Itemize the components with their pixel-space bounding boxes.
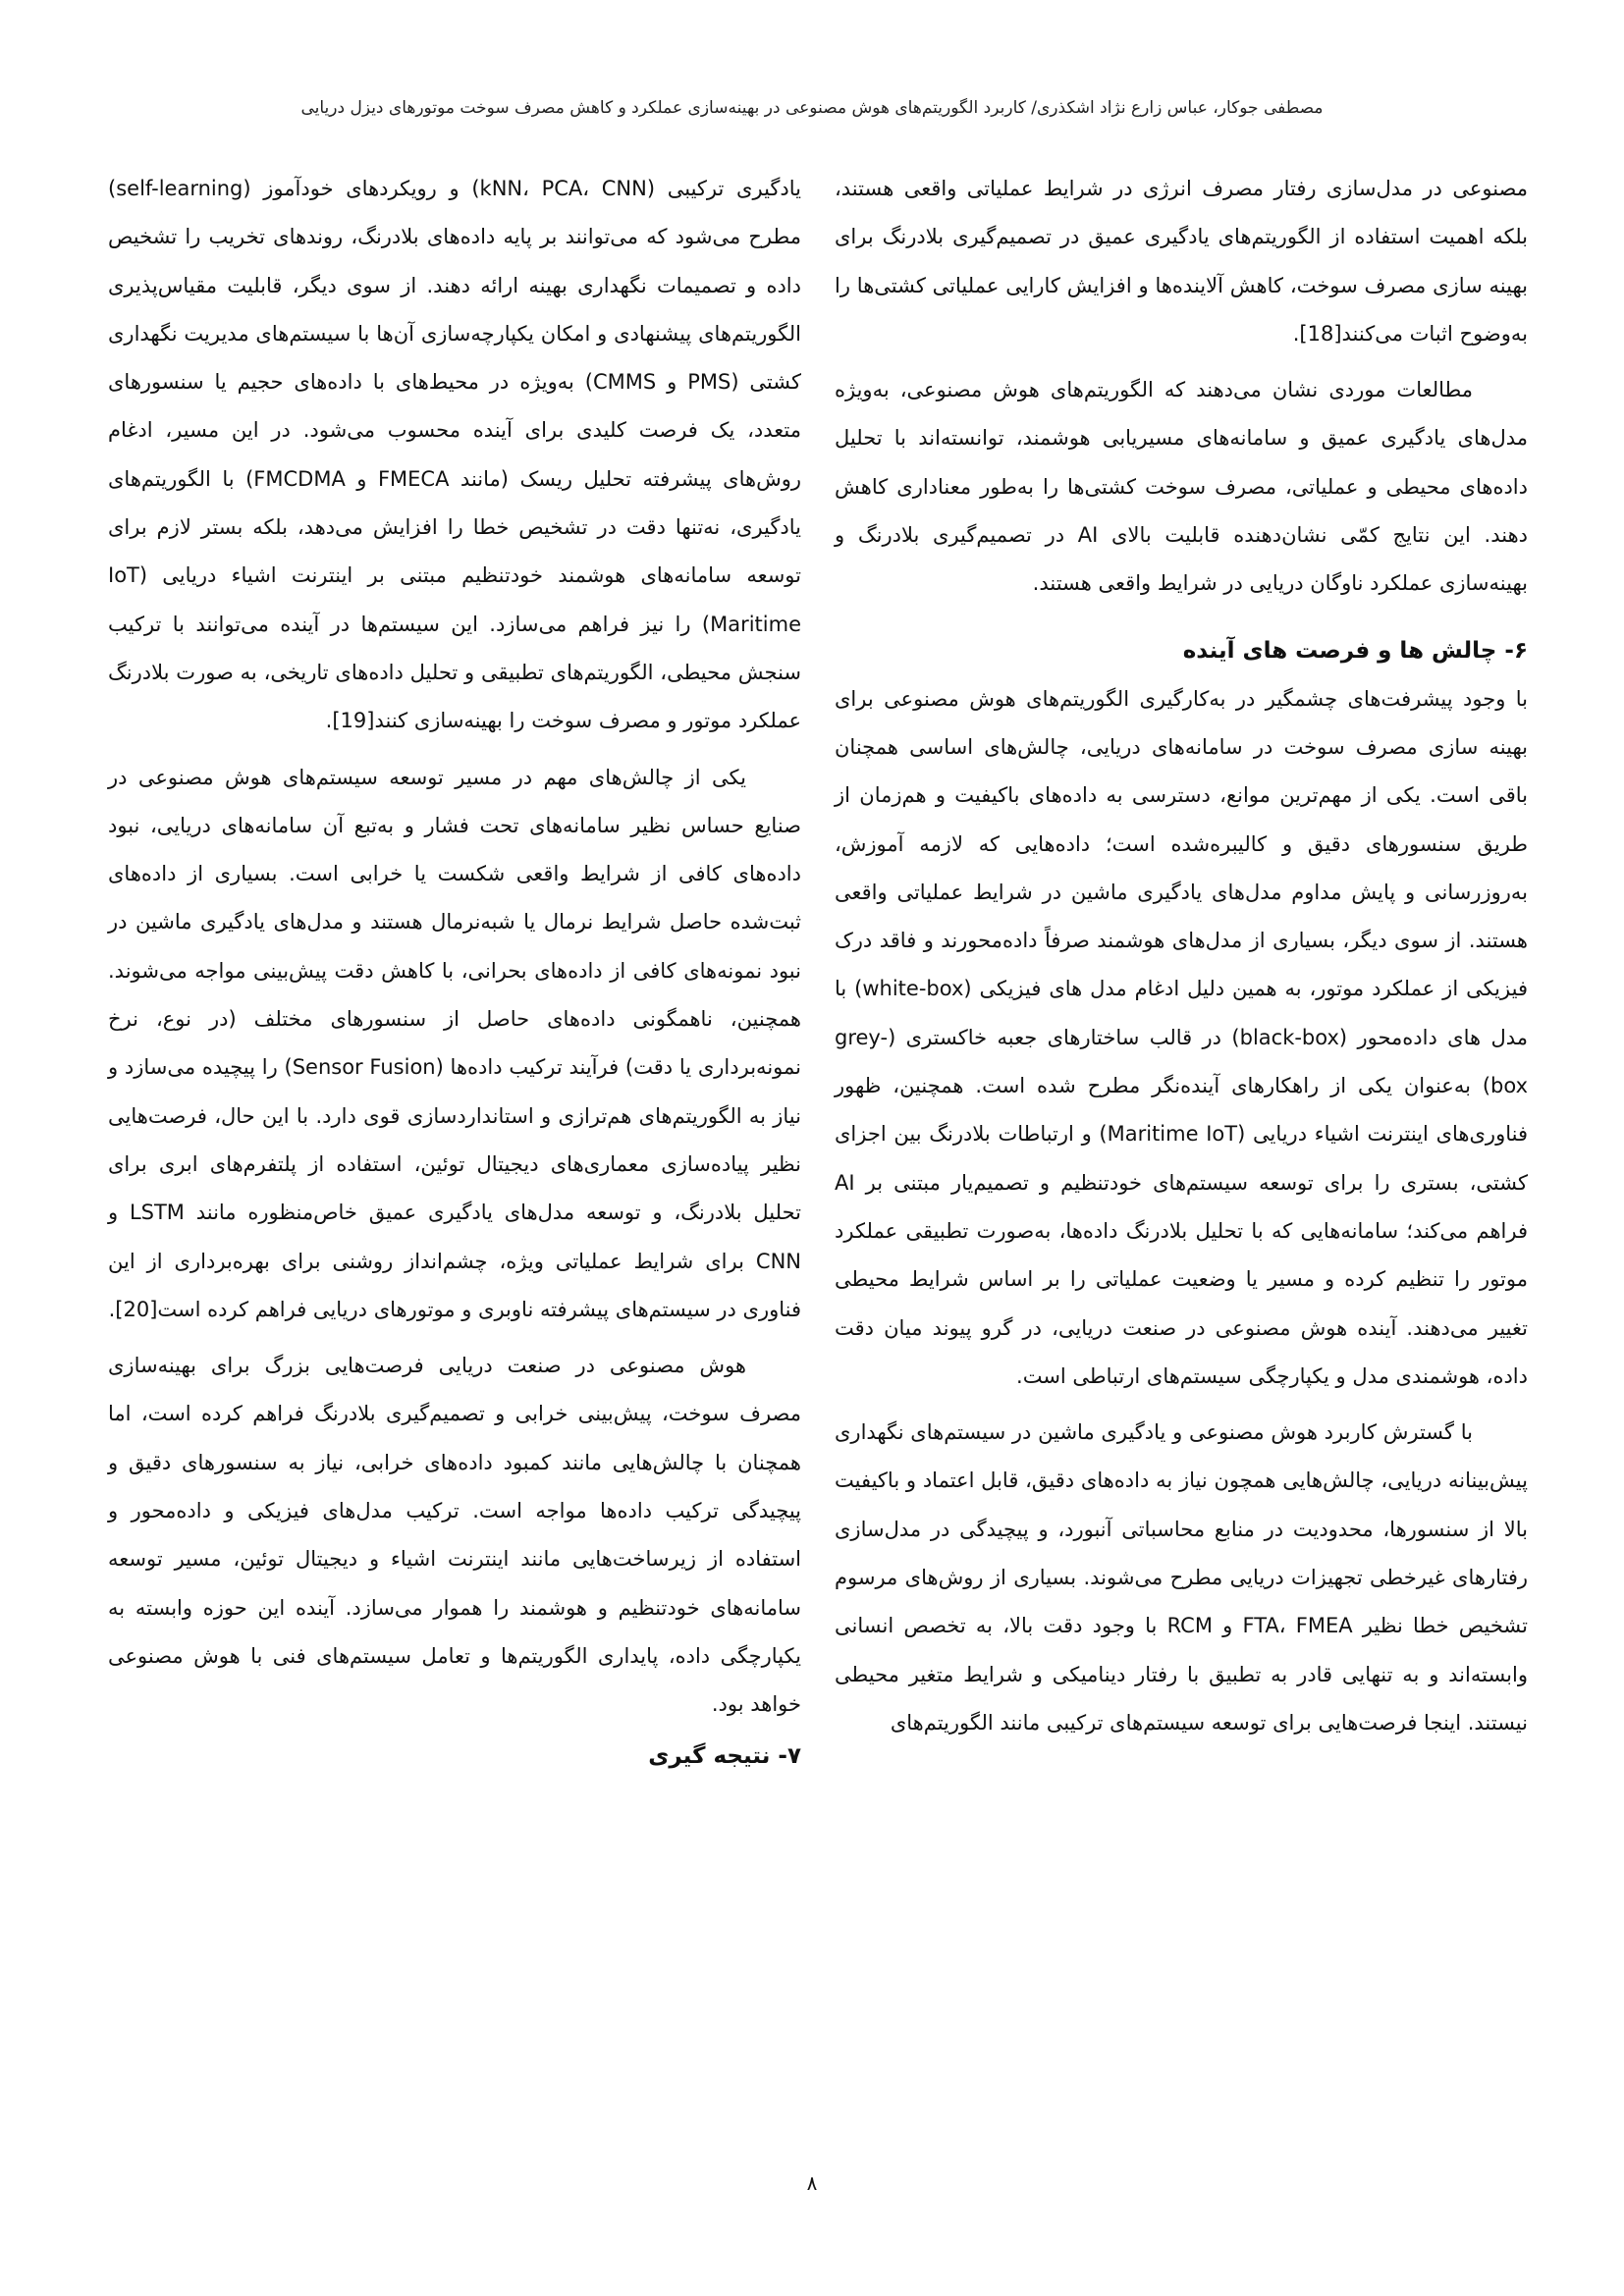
page-number: ۸ [806,2171,818,2195]
paragraph: با گسترش کاربرد هوش مصنوعی و یادگیری ماشین در سیستم‌های نگهداری پیش‌بینانه دریایی، چالش‌هایی همچون نیاز به داده‌های دقیق، قابل اعتماد و باکیفیت بالا از سنسورها، محدودیت در منابع محاسباتی آنبورد، و پیچیدگی در مدل‌سازی رفتارهای غیرخطی تجهیزات دریایی مطرح می‌شوند. بسیاری از روش‌های مرسوم تشخیص خطا نظیر FTA، FMEA و RCM با وجود دقت بالا، به تخصص انسانی وابسته‌اند و به تنهایی قادر به تطبیق با رفتار دینامیکی و شرایط متغیر محیطی نیستند. اینجا فرصت‌هایی برای توسعه سیستم‌های ترکیبی مانند الگوریتم‌های [835,1420,1529,1735]
section-heading-7: ۷- نتیجه گیری [648,1742,801,1769]
paragraph: هوش مصنوعی در صنعت دریایی فرصت‌هایی بزرگ برای بهینه‌سازی مصرف سوخت، پیش‌بینی خرابی و تصمیم‌گیری بلادرنگ فراهم کرده است، اما همچنان با چالش‌هایی مانند کمبود داده‌های خرابی، نیاز به سنسورهای دقیق و پیچیدگی ترکیب داده‌ها مواجه است. ترکیب مدل‌های فیزیکی و داده‌محور و استفاده از زیرساخت‌هایی مانند اینترنت اشیاء و دیجیتال توئین، مسیر توسعه سامانه‌های خودتنظیم و هوشمند را هموار می‌سازد. آینده این حوزه وابسته به یکپارچگی داده، پایداری الگوریتم‌ها و تعامل سیستم‌های فنی با هوش مصنوعی خواهد بود. [108,1354,801,1717]
paragraph: یکی از چالش‌های مهم در مسیر توسعه سیستم‌های هوش مصنوعی در صنایع حساس نظیر سامانه‌های تحت فشار و به‌تبع آن سامانه‌های دریایی، نبود داده‌های کافی از شرایط واقعی شکست یا خرابی است. بسیاری از داده‌های ثبت‌شده حاصل شرایط نرمال یا شبه‌نرمال هستند و مدل‌های یادگیری ماشین در نبود نمونه‌های کافی از داده‌های بحرانی، با کاهش دقت پیش‌بینی مواجه می‌شوند. همچنین، ناهمگونی داده‌های حاصل از سنسورهای مختلف (در نوع، نرخ نمونه‌برداری یا دقت) فرآیند ترکیب داده‌ها (Sensor Fusion) را پیچیده می‌سازد و نیاز به الگوریتم‌های هم‌ترازی و استانداردسازی قوی دارد. با این حال، فرصت‌هایی نظیر پیاده‌سازی معماری‌های دیجیتال توئین، استفاده از پلتفرم‌های ابری برای تحلیل بلادرنگ، و توسعه مدل‌های یادگیری عمیق خاص‌منظوره مانند LSTM و CNN برای شرایط عملیاتی ویژه، چشم‌انداز روشنی برای بهره‌برداری از این فناوری در سیستم‌های پیشرفته ناوبری و موتورهای دریایی فراهم کرده است[20]. [108,765,801,1321]
paragraph: مصنوعی در مدل‌سازی رفتار مصرف انرژی در شرایط عملیاتی واقعی هستند، بلکه اهمیت استفاده از الگوریتم‌های یادگیری عمیق در تصمیم‌گیری بلادرنگ برای بهینه سازی مصرف سوخت، کاهش آلاینده‌ها و افزایش کارایی عملیاتی کشتی‌ها را به‌وضوح اثبات می‌کنند[18]. [835,177,1528,346]
paragraph: با وجود پیشرفت‌های چشمگیر در به‌کارگیری الگوریتم‌های هوش مصنوعی برای بهینه سازی مصرف سوخت در سامانه‌های دریایی، چالش‌های اساسی همچنان باقی است. یکی از مهم‌ترین موانع، دسترسی به داده‌های باکیفیت و هم‌زمان از طریق سنسورهای دقیق و کالیبره‌شده است؛ داده‌هایی که لازمه آموزش، به‌روزرسانی و پایش مداوم مدل‌های یادگیری ماشین در شرایط عملیاتی واقعی هستند. از سوی دیگر، بسیاری از مدل‌های هوشمند صرفاً داده‌محورند و فاقد درک فیزیکی از عملکرد موتور، به همین دلیل ادغام مدل های فیزیکی (white-box) با مدل های داده‌محور (black-box) در قالب ساختارهای جعبه خاکستری (grey-box) به‌عنوان یکی از راهکارهای آینده‌نگر مطرح شده است. همچنین، ظهور فناوری‌های اینترنت اشیاء دریایی (Maritime IoT) و ارتباطات بلادرنگ بین اجزای کشتی، بستری را برای توسعه سیستم‌های خودتنظیم و تصمیم‌یار مبتنی بر AI فراهم می‌کند؛ سامانه‌هایی که با تحلیل بلادرنگ داده‌ها، به‌صورت تطبیقی عملکرد موتور را تنظیم کرده و مسیر یا وضعیت عملیاتی را بر اساس شرایط محیطی تغییر می‌دهند. آینده هوش مصنوعی در صنعت دریایی، در گرو پیوند میان دقت داده، هوشمندی مدل و یکپارچگی سیستم‌های ارتباطی است. [835,686,1528,1388]
left-column [108,165,801,1781]
right-column [835,165,1528,1747]
section-heading-6: ۶- چالش ها و فرصت های آینده [1182,637,1528,664]
paragraph: یادگیری ترکیبی (kNN، PCA، CNN) و رویکردهای خودآموز (self-learning) مطرح می‌شود که می‌توانند بر پایه داده‌های بلادرنگ، روندهای تخریب را تشخیص داده و تصمیمات نگهداری بهینه ارائه دهند. از سوی دیگر، قابلیت مقیاس‌پذیری الگوریتم‌های پیشنهادی و امکان یکپارچه‌سازی آن‌ها با سیستم‌های مدیریت نگهداری کشتی (PMS و CMMS) به‌ویژه در محیط‌های با داده‌های حجیم یا سنسورهای متعدد، یک فرصت کلیدی برای آینده محسوب می‌شود. در این مسیر، ادغام روش‌های پیشرفته تحلیل ریسک (مانند FMECA و FMCDMA) با الگوریتم‌های یادگیری، نه‌تنها دقت در تشخیص خطا را افزایش می‌دهد، بلکه بستر لازم برای توسعه سامانه‌های هوشمند خودتنظیم مبتنی بر اینترنت اشیاء دریایی (IoT Maritime) را نیز فراهم می‌سازد. این سیستم‌ها در آینده می‌توانند با ترکیب سنجش محیطی، الگوریتم‌های تطبیقی و تحلیل داده‌های تاریخی، به صورت بلادرنگ عملکرد موتور و مصرف سوخت را بهینه‌سازی کنند[19]. [108,177,802,733]
running-header: مصطفی جوکار، عباس زارع نژاد اشکذری/ کاربرد الگوریتم‌های هوش مصنوعی در بهینه‌سازی عملکرد و کاهش مصرف سوخت موتورهای دیزل دریایی [300,98,1324,118]
paragraph: مطالعات موردی نشان می‌دهند که الگوریتم‌های هوش مصنوعی، به‌ویژه مدل‌های یادگیری عمیق و سامانه‌های مسیریابی هوشمند، توانسته‌اند با تحلیل داده‌های محیطی و عملیاتی، مصرف سوخت کشتی‌ها را به‌طور معناداری کاهش دهند. این نتایج کمّی نشان‌دهنده قابلیت بالای AI در تصمیم‌گیری بلادرنگ و بهینه‌سازی عملکرد ناوگان دریایی در شرایط واقعی هستند. [835,378,1528,596]
